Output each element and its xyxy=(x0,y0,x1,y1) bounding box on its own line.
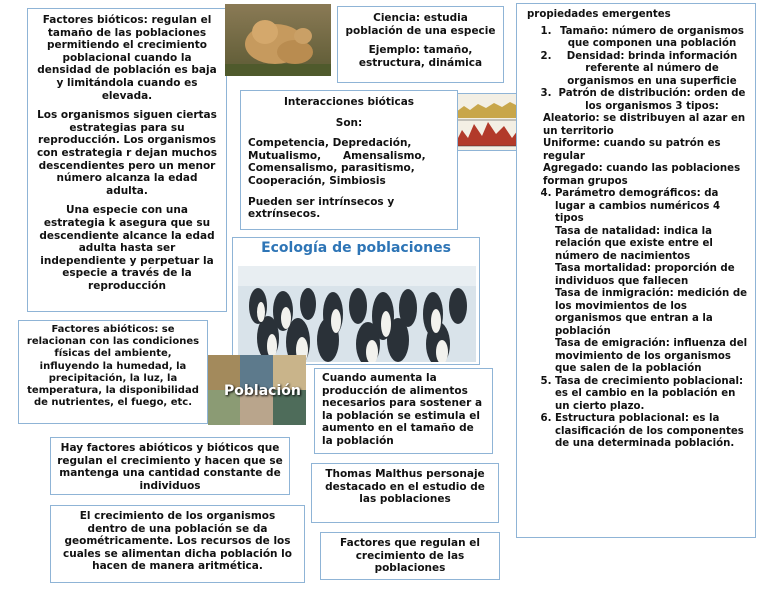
factores-regulan-text: Factores que regulan el crecimiento de las poblaciones xyxy=(340,537,480,575)
ciencia-box xyxy=(337,6,504,83)
abioticos-text: Factores abióticos: se relacionan con las condiciones físicas del ambiente, influyendo la humedad, la precipitación, la luz, la temperatura, la disponibilidad de nutrientes, el fuego, etc. xyxy=(26,324,200,409)
interacciones-box xyxy=(240,90,458,230)
bioticos-p1: Factores bióticos: regulan el tamaño de las poblaciones permitiendo el crecimiento poblacional cuando la densidad de población es baja y limitándola cuando es elevada. xyxy=(37,14,217,102)
interacciones-son: Son: xyxy=(335,116,363,129)
alimentos-text: Cuando aumenta la producción de alimentos necesarios para sostener a la población se estimula el aumento en el tamaño de la población xyxy=(322,372,483,447)
ecologia-box xyxy=(232,237,480,365)
ecologia-title: Ecología de poblaciones xyxy=(261,240,451,256)
bioticos-p3: Una especie con una estrategia k asegura que su descendiente alcance la edad adulta hasta ser independiente y perpetuar la especie a través de la reproducción xyxy=(39,204,215,292)
crecimiento-text: El crecimiento de los organismos dentro de una población se da geométricamente. Los recursos de los cuales se alimentan dicha población lo hacen de manera aritmética. xyxy=(63,510,292,573)
hay-factores-box xyxy=(50,437,290,495)
distribucion-item: Agregado: cuando las poblaciones forman grupos xyxy=(543,163,741,187)
abioticos-box xyxy=(18,320,208,424)
penguins-image xyxy=(238,266,476,362)
ciencia-line1: Ciencia: estudia población de una especie xyxy=(345,12,496,37)
list-item: 3. Patrón de distribución: orden de los organismos 3 tipos: Aleatorio: se distribuyen al azar en un territorio Uniforme: cuando su patrón es regular Agregado: cuando las poblaciones forman grupos xyxy=(555,88,749,188)
poblacion-image xyxy=(208,355,306,425)
malthus-box xyxy=(311,463,499,523)
bioticos-p2: Los organismos siguen ciertas estrategias para su reproducción. Los organismos con estrategia r dejan muchos descendientes pero un menor número alcanza la edad adulta. xyxy=(36,109,218,197)
hay-factores-text: Hay factores abióticos y bióticos que regulan el crecimiento y hacen que se mantenga una cantidad constante de individuos xyxy=(57,442,283,492)
interacciones-title: Interacciones bióticas xyxy=(283,96,415,108)
propiedades-heading: propiedades emergentes xyxy=(527,9,671,20)
demografico-item: Tasa de inmigración: medición de los movimientos de los organismos que entran a la población xyxy=(555,288,748,337)
population-graph-image xyxy=(455,93,517,151)
list-item: 2. Densidad: brinda información referente al número de organismos en una superficie xyxy=(555,51,749,89)
bioticos-box xyxy=(27,8,227,312)
list-item: 6. Estructura poblacional: es la clasificación de los componentes de una determinada población. xyxy=(555,413,749,451)
demografico-item: Tasa de emigración: influenza del movimiento de los organismos que salen de la población xyxy=(555,338,748,374)
interacciones-list: Competencia, Depredación, Mutualismo, Amensalismo, Comensalismo, parasitismo, Cooperación, Simbiosis xyxy=(248,137,430,187)
propiedades-list xyxy=(527,26,749,451)
list-item: 5. Tasa de crecimiento poblacional: es el cambio en la población en un cierto plazo. xyxy=(555,376,749,414)
interacciones-extra: Pueden ser intrínsecos y extrínsecos. xyxy=(248,195,395,221)
malthus-text: Thomas Malthus personaje destacado en el estudio de las poblaciones xyxy=(325,468,485,506)
list-item: 4. Parámetro demográficos: da lugar a cambios numéricos 4 tipos Tasa de natalidad: indica la relación que existe entre el número de nacimientos Tasa mortalidad: proporción de individuos que fallecen Tasa de inmigración: medición de los movimientos de los organismos que entran a la población Tasa de emigración: influenza del movimiento de los organismos que salen de la población xyxy=(555,188,749,376)
lions-image xyxy=(225,4,331,76)
ciencia-line2: Ejemplo: tamaño, estructura, dinámica xyxy=(358,44,483,69)
demografico-item: Tasa de natalidad: indica la relación que existe entre el número de nacimientos xyxy=(555,225,713,262)
factores-regulan-box xyxy=(320,532,500,580)
crecimiento-box xyxy=(50,505,305,583)
distribucion-item: Uniforme: cuando su patrón es regular xyxy=(543,138,721,162)
propiedades-box xyxy=(516,3,756,538)
alimentos-box xyxy=(314,368,493,454)
demografico-item: Tasa mortalidad: proporción de individuos que fallecen xyxy=(555,263,735,287)
distribucion-item: Aleatorio: se distribuyen al azar en un territorio xyxy=(543,113,746,137)
list-item: 1. Tamaño: número de organismos que componen una población xyxy=(555,26,749,51)
poblacion-image-label: Población xyxy=(224,383,301,399)
